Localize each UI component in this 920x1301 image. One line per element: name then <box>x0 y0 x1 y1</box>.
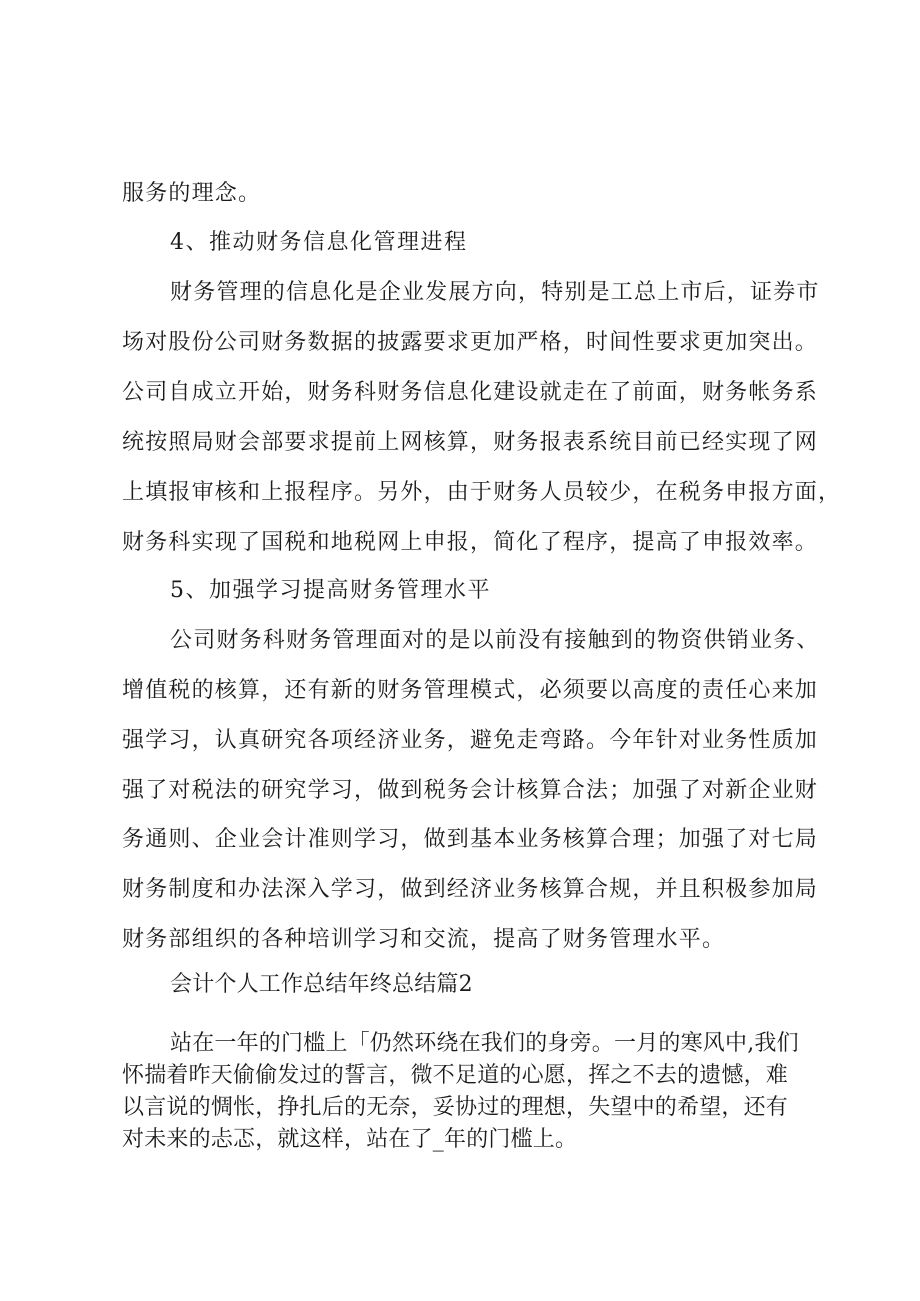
paragraph-line: 财务部组织的各种培训学习和交流，提高了财务管理水平。 <box>122 927 726 952</box>
paragraph-line: 公司自成立开始，财务科财务信息化建设就走在了前面，财务帐务系 <box>122 380 819 405</box>
paragraph-line: 强了对税法的研究学习，做到税务会计核算合法；加强了对新企业财 <box>122 778 819 803</box>
paragraph-line: 场对股份公司财务数据的披露要求更加严格，时间性要求更加突出。 <box>122 330 819 355</box>
article-title: 会计个人工作总结年终总结篇2 <box>170 972 473 997</box>
paragraph-line: 统按照局财会部要求提前上网核算，财务报表系统目前已经实现了网 <box>122 430 819 455</box>
paragraph-line: 增值税的核算，还有新的财务管理模式，必须要以高度的责任心来加 <box>122 678 819 703</box>
paragraph-line: 以言说的惆怅，挣扎后的无奈，妥协过的理想，失望中的希望，还有 <box>122 1095 789 1120</box>
paragraph-line: 强学习，认真研究各项经济业务，避免走弯路。今年针对业务性质加 <box>122 728 819 753</box>
paragraph-line: 服务的理念。 <box>122 181 262 206</box>
paragraph-line: 财务制度和办法深入学习，做到经济业务核算合规，并且积极参加局 <box>122 877 819 902</box>
paragraph-line: 站在一年的门槛上「仍然环绕在我们的身旁。一月的寒风中,我们 <box>170 1031 799 1056</box>
paragraph-line: 务通则、企业会计准则学习，做到基本业务核算合理；加强了对七局 <box>122 827 819 852</box>
section-heading: 4、推动财务信息化管理进程 <box>170 230 468 255</box>
paragraph-line: 怀揣着昨天偷偷发过的誓言，微不足道的心愿，挥之不去的遗憾，难 <box>122 1063 789 1088</box>
paragraph-line: 财务科实现了国税和地税网上申报，简化了程序，提高了申报效率。 <box>122 530 819 555</box>
section-heading: 5、加强学习提高财务管理水平 <box>170 578 491 603</box>
paragraph-line: 对未来的忐忑，就这样，站在了_年的门槛上。 <box>122 1127 578 1152</box>
paragraph-line: 公司财务科财务管理面对的是以前没有接触到的物资供销业务、 <box>170 628 820 653</box>
paragraph-line: 财务管理的信息化是企业发展方向，特别是工总上市后，证券市 <box>170 280 820 305</box>
paragraph-line: 上填报审核和上报程序。另外，由于财务人员较少，在税务申报方面， <box>122 480 842 505</box>
